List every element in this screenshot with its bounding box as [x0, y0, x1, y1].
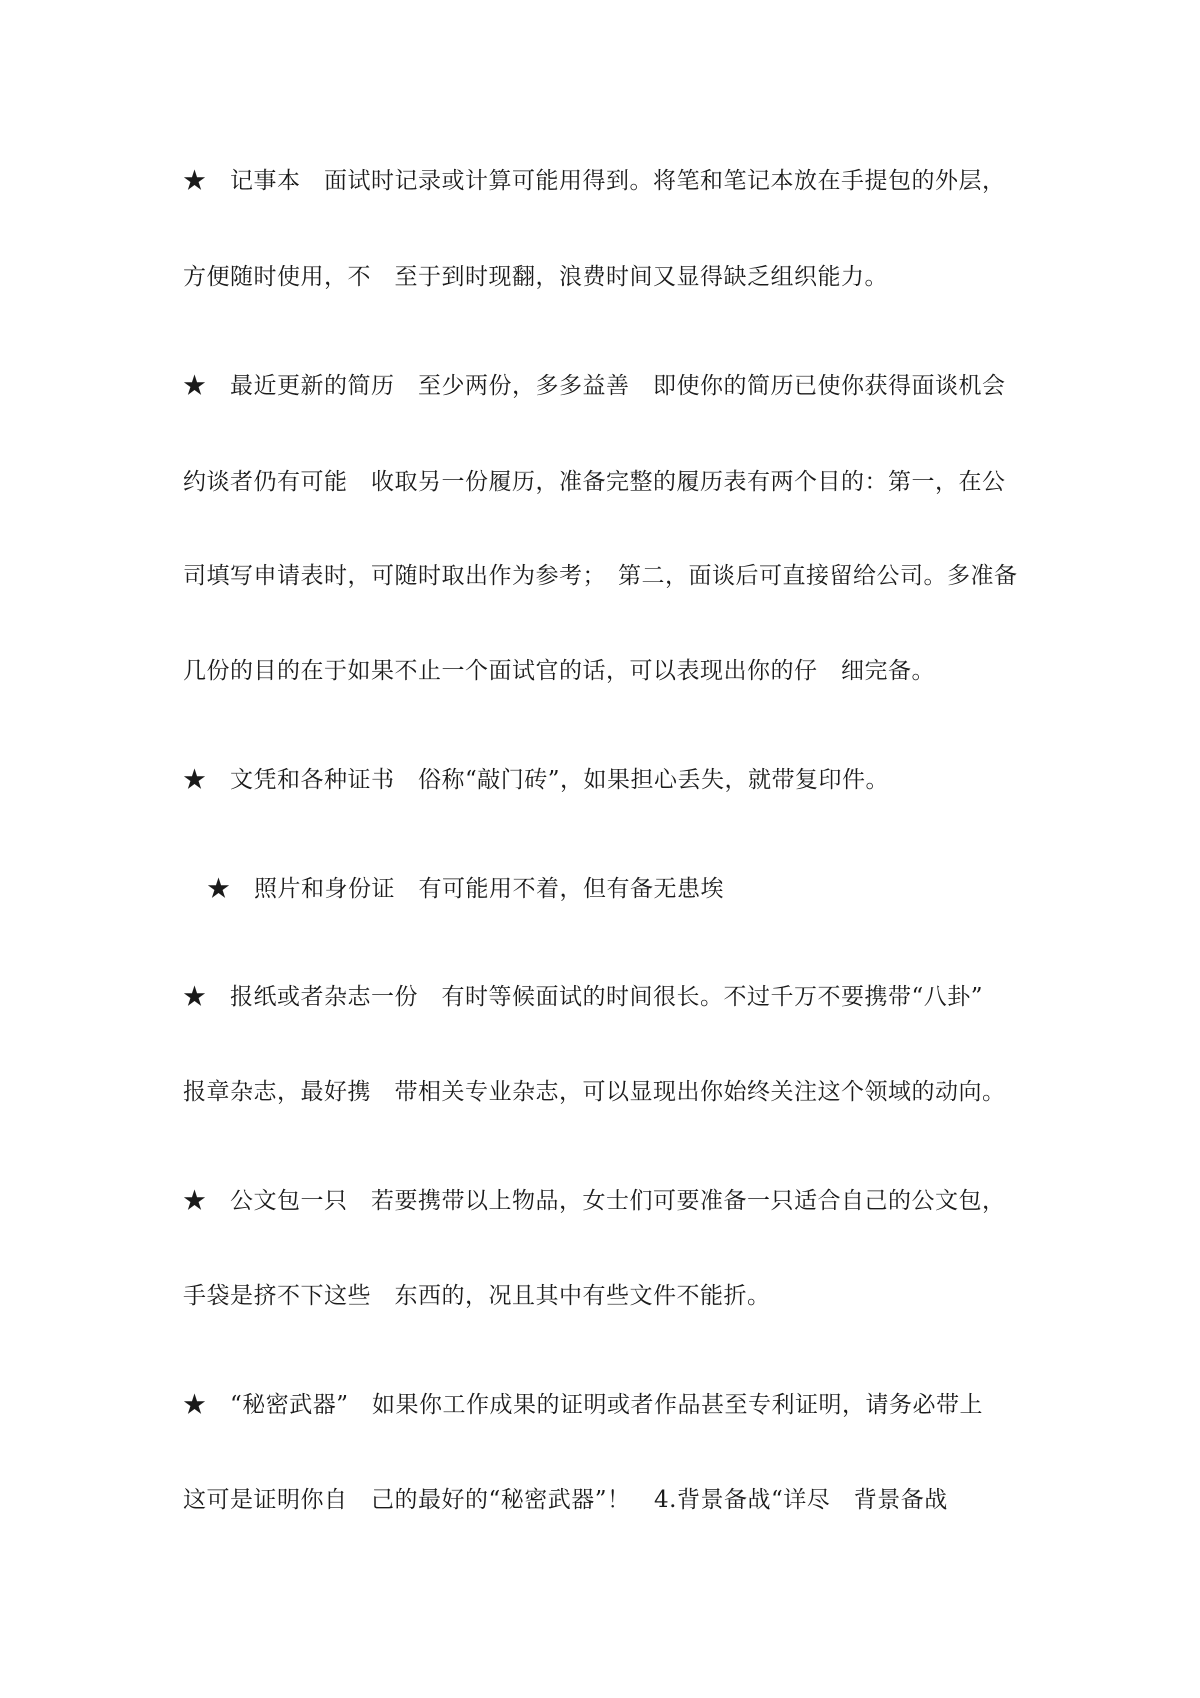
text-line-10: 报章杂志，最好携 带相关专业杂志，可以显现出你始终关注这个领域的动向。: [183, 1079, 1006, 1105]
text-line-9: ★ 报纸或者杂志一份 有时等候面试的时间很长。不过千万不要携带“八卦”: [183, 984, 984, 1010]
text-line-11: ★ 公文包一只 若要携带以上物品，女士们可要准备一只适合自己的公文包，: [183, 1188, 1006, 1214]
text-line-2: 方便随时使用，不 至于到时现翻，浪费时间又显得缺乏组织能力。: [183, 264, 888, 290]
text-line-5: 司填写申请表时，可随时取出作为参考； 第二，面谈后可直接留给公司。多准备: [183, 563, 1018, 589]
text-line-14: 这可是证明你自 己的最好的“秘密武器”！ 4.背景备战“详尽 背景备战: [183, 1487, 948, 1513]
text-line-6: 几份的目的在于如果不止一个面试官的话，可以表现出你的仔 细完备。: [183, 658, 935, 684]
text-line-12: 手袋是挤不下这些 东西的，况且其中有些文件不能折。: [183, 1283, 771, 1309]
text-line-8: ★ 照片和身份证 有可能用不着，但有备无患埃: [207, 876, 724, 902]
text-line-4: 约谈者仍有可能 收取另一份履历，准备完整的履历表有两个目的：第一，在公: [183, 469, 1006, 495]
text-line-1: ★ 记事本 面试时记录或计算可能用得到。将笔和笔记本放在手提包的外层，: [183, 168, 1006, 194]
text-line-7: ★ 文凭和各种证书 俗称“敲门砖”，如果担心丢失，就带复印件。: [183, 767, 890, 793]
text-line-3: ★ 最近更新的简历 至少两份，多多益善 即使你的简历已使你获得面谈机会: [183, 373, 1006, 399]
text-line-13: ★ “秘密武器” 如果你工作成果的证明或者作品甚至专利证明，请务必带上: [183, 1392, 984, 1418]
